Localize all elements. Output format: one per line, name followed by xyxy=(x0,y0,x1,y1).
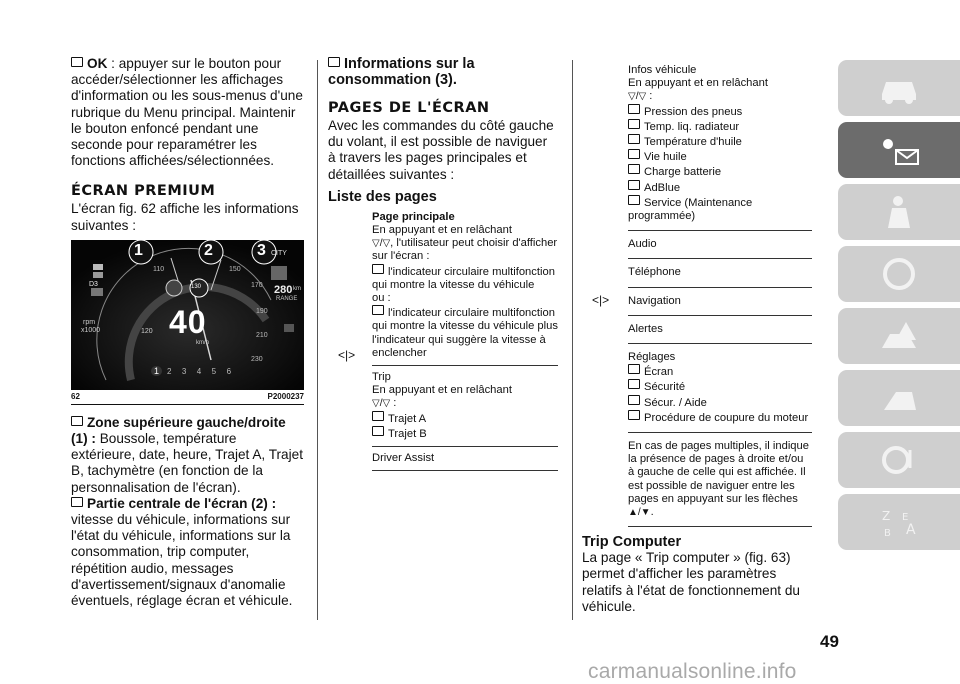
range-km: km xyxy=(293,285,301,292)
infos-arrows: ▽/▽ : xyxy=(628,90,653,103)
section-title-ecran-premium: ÉCRAN PREMIUM xyxy=(71,183,216,200)
navigation: Navigation xyxy=(628,294,681,307)
bullet-icon xyxy=(372,264,384,274)
row-separator xyxy=(628,526,812,527)
seatbelt-icon xyxy=(876,194,922,230)
row-separator xyxy=(628,343,812,344)
zone-1-paragraph: Zone supérieure gauche/droite (1) : Boussole, température extérieure, date, heure, Trajet A, Trajet B, tachymètre (en fonction de la personnalisation de l'écran). xyxy=(71,414,303,495)
trip-a: Trajet A xyxy=(372,411,558,426)
scale-210: 210 xyxy=(256,331,268,339)
ok-paragraph: OK : appuyer sur le bouton pour accéder/sélectionner les affichages d'information ou les sous-menus d'une rubrique du Menu principal. Maintenir le bouton enfoncé pendant une seconde pour reparamétrer les fonctions affichées/sélectionnées. xyxy=(71,56,303,169)
bullet-icon xyxy=(628,149,640,159)
alertes: Alertes xyxy=(628,322,663,335)
bullet-icon xyxy=(628,134,640,144)
column-3 xyxy=(582,64,812,615)
bullet-icon xyxy=(628,364,640,374)
row-separator xyxy=(372,446,558,447)
speed-value: 40 xyxy=(169,303,207,340)
scale-170: 170 xyxy=(251,281,263,289)
scale-190: 190 xyxy=(256,307,268,315)
page-table xyxy=(328,211,558,471)
info-item: Pression des pneus xyxy=(628,104,812,119)
column-2 xyxy=(328,56,558,476)
reg-item: Procédure de coupure du moteur xyxy=(628,410,812,425)
speed-limit: 130 xyxy=(191,283,202,290)
list-title: Liste des pages xyxy=(328,188,437,205)
bullet-icon xyxy=(628,119,640,129)
pp-line-2: ▽/▽, l'utilisateur peut choisir d'afficher sur l'écran : xyxy=(372,237,558,263)
trip-title: Trip xyxy=(372,371,391,384)
tab-emergency[interactable] xyxy=(838,308,960,364)
city-label: CITY xyxy=(271,249,287,257)
car-icon xyxy=(876,70,922,106)
chapter-tabs xyxy=(838,60,960,556)
rpm-label: rpm xyxy=(83,318,96,326)
range-value: 280 xyxy=(274,283,293,296)
row-separator xyxy=(628,287,812,288)
page-number: 49 xyxy=(820,632,839,651)
bullet-icon xyxy=(628,195,640,205)
trip-computer-text: La page « Trip computer » (fig. 63) permet d'afficher les paramètres relatifs à l'état de fonctionnement du véhicule. xyxy=(582,550,800,614)
svg-text:A: A xyxy=(906,522,916,538)
column-divider xyxy=(572,60,573,620)
warning-lights-icon xyxy=(876,132,922,168)
scale-120: 120 xyxy=(141,327,153,335)
row-separator xyxy=(628,258,812,259)
range-label: RANGE xyxy=(276,295,298,302)
gear-list: 2 3 4 5 6 xyxy=(167,366,232,376)
dashboard-figure xyxy=(71,240,304,390)
pp-line-1: En appuyant et en relâchant xyxy=(372,224,512,237)
info-item: Service (Maintenance programmée) xyxy=(628,196,753,223)
page-principale-title: Page principale xyxy=(372,210,455,223)
scale-110: 110 xyxy=(153,265,165,273)
steering-wheel-icon xyxy=(876,256,922,292)
trip-b: Trajet B xyxy=(372,426,558,441)
trip-computer-title: Trip Computer xyxy=(582,534,682,551)
page-table-continued xyxy=(582,64,812,527)
d3-label: D3 xyxy=(89,280,98,288)
watermark: carmanualsonline.info xyxy=(588,660,797,683)
tab-vehicle[interactable] xyxy=(838,60,960,116)
rpm-mult: x1000 xyxy=(81,326,101,334)
gear-active: 1 xyxy=(151,366,162,376)
scale-230: 230 xyxy=(251,355,263,363)
tab-index[interactable] xyxy=(838,494,960,550)
tab-maintenance[interactable] xyxy=(838,370,960,426)
bullet-icon xyxy=(372,305,384,315)
tab-driving[interactable] xyxy=(838,246,960,302)
info-consumption: Informations sur la consommation (3). xyxy=(328,56,475,88)
tab-dashboard[interactable] xyxy=(838,122,960,178)
driver-assist: Driver Assist xyxy=(372,452,435,465)
reg-item: Sécur. / Aide xyxy=(628,395,812,410)
premium-intro: L'écran fig. 62 affiche les informations suivantes : xyxy=(71,201,299,233)
column-1 xyxy=(71,56,304,609)
up-down-arrows-icon: ▲/▼ xyxy=(628,507,651,519)
row-separator xyxy=(628,432,812,433)
up-down-arrows-icon: ▽/▽ xyxy=(628,91,647,103)
reg-item: Écran xyxy=(628,364,812,379)
section-title-pages: PAGES DE L'ÉCRAN xyxy=(328,100,490,116)
info-item: Vie huile xyxy=(628,149,812,164)
bullet-icon xyxy=(71,497,83,507)
pp-item-2: l'indicateur circulaire multifonction qui montre la vitesse du véhicule plus l'indicateur qui suggère la vitesse à enclencher xyxy=(372,307,558,359)
row-separator xyxy=(628,230,812,231)
bullet-icon xyxy=(628,164,640,174)
tab-multimedia[interactable] xyxy=(838,432,960,488)
figure-caption xyxy=(71,392,304,405)
row-separator xyxy=(372,470,558,471)
pages-intro: Avec les commandes du côté gauche du volant, il est possible de naviguer à travers les pages principales et détaillées suivantes : xyxy=(328,118,554,182)
infos-vehicule: Infos véhicule xyxy=(628,64,697,76)
svg-text:Z: Z xyxy=(882,509,891,523)
bullet-icon xyxy=(628,410,640,420)
callout-3: 3 xyxy=(257,241,266,259)
callout-1: 1 xyxy=(134,241,143,259)
speed-unit: km/h xyxy=(196,339,210,346)
reg-item: Sécurité xyxy=(628,379,812,394)
bullet-icon xyxy=(628,395,640,405)
pp-or: ou : xyxy=(372,292,391,305)
tab-safety[interactable] xyxy=(838,184,960,240)
bullet-icon xyxy=(372,426,384,436)
callout-2: 2 xyxy=(204,241,213,259)
bullet-icon xyxy=(628,180,640,190)
scale-150: 150 xyxy=(229,265,241,273)
column-divider xyxy=(317,60,318,620)
telephone: Téléphone xyxy=(628,266,681,279)
row-separator xyxy=(372,365,558,366)
trip-arrows: ▽/▽ : xyxy=(372,397,397,410)
left-right-arrows-icon: <|> xyxy=(592,293,610,307)
svg-text:E: E xyxy=(902,512,909,523)
left-right-arrows-icon: <|> xyxy=(338,347,356,362)
trip-line-1: En appuyant et en relâchant xyxy=(372,384,512,397)
row-separator xyxy=(628,315,812,316)
media-icon xyxy=(876,442,922,478)
info-item: Temp. liq. radiateur xyxy=(628,119,812,134)
bullet-icon xyxy=(328,57,340,67)
svg-text:B: B xyxy=(884,528,891,539)
bullet-icon xyxy=(71,416,83,426)
bullet-icon xyxy=(628,104,640,114)
zone-2-paragraph: Partie centrale de l'écran (2) : vitesse du véhicule, informations sur l'état du véhicule, informations sur la consommation, trip computer, répétition audio, messages d'avertissement/signaux d'anomalie éventuels, réglage écran et véhicule. xyxy=(71,495,293,609)
service-wrench-icon xyxy=(876,380,922,416)
index-letters-icon xyxy=(876,504,922,540)
info-item: Charge batterie xyxy=(628,164,812,179)
figure-code: P2000237 xyxy=(267,391,304,401)
up-down-arrows-icon: ▽/▽ xyxy=(372,398,391,410)
pp-item-1: l'indicateur circulaire multifonction qui montre la vitesse du véhicule xyxy=(372,265,555,291)
audio: Audio xyxy=(628,238,657,251)
accident-icon xyxy=(876,318,922,354)
up-down-arrows-icon: ▽/▽ xyxy=(372,238,391,250)
bullet-icon xyxy=(628,379,640,389)
figure-number: 62 xyxy=(71,391,80,401)
multi-pages-note: En cas de pages multiples, il indique la présence de pages à droite et/ou à gauche de celle qui est affichée. Il est possible de naviguer entre les pages en appuyant sur les flèches ▲/▼. xyxy=(628,440,809,519)
infos-line-1: En appuyant et en relâchant xyxy=(628,77,768,90)
bullet-icon xyxy=(71,57,83,67)
bullet-icon xyxy=(372,411,384,421)
info-item: Température d'huile xyxy=(628,134,812,149)
info-item: AdBlue xyxy=(628,180,812,195)
reglages: Réglages xyxy=(628,351,676,364)
